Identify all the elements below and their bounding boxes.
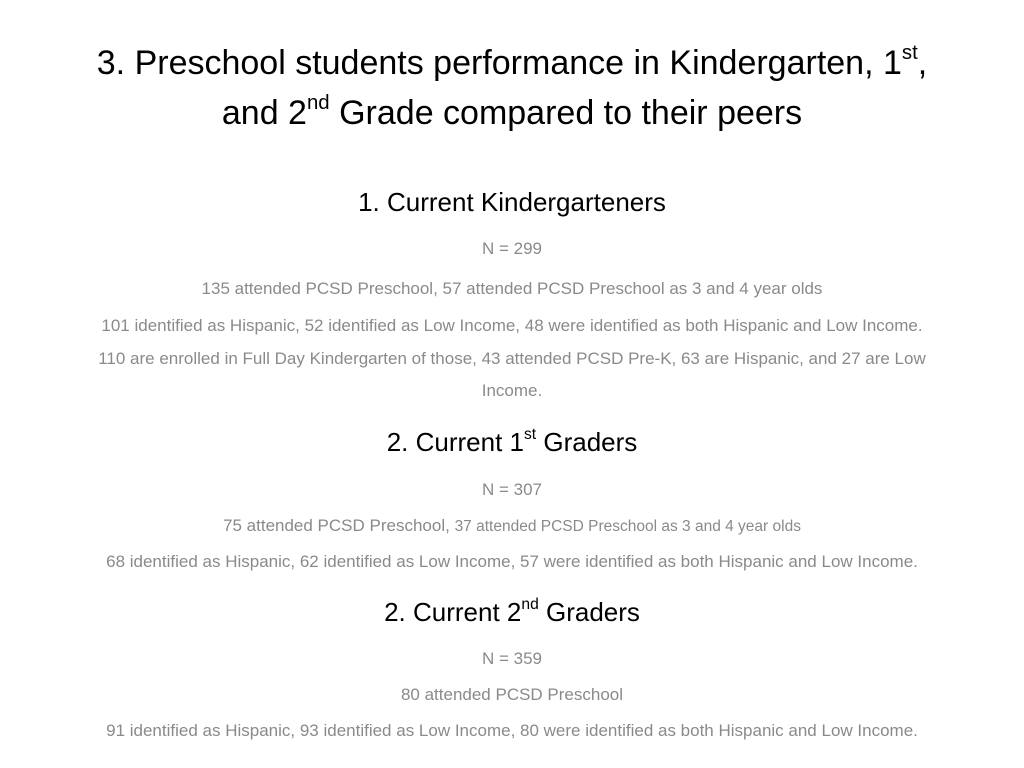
- section-heading-text: 1. Current Kindergarteners: [358, 187, 666, 217]
- section-detail-line: 110 are enrolled in Full Day Kindergarten of those, 43 attended PCSD Pre-K, 63 are Hispanic, and 27 are Low: [98, 349, 926, 368]
- section-heading-text: 2. Current 1: [386, 427, 524, 457]
- section-detail-line: 101 identified as Hispanic, 52 identified as Low Income, 48 were identified as both Hispanic and Low Income.: [101, 316, 923, 335]
- section-detail-line: [0, 513, 1024, 540]
- section-detail-part: 37 attended PCSD Preschool as 3 and 4 year olds: [454, 518, 801, 535]
- section-detail-line: 80 attended PCSD Preschool: [400, 685, 624, 704]
- section-heading-kindergarteners: [0, 186, 1024, 218]
- section-detail-line: 135 attended PCSD Preschool, 57 attended PCSD Preschool as 3 and 4 year olds: [201, 279, 823, 298]
- section-heading-text: Graders: [536, 427, 638, 457]
- section-count: N = 299: [481, 239, 542, 258]
- slide-title: [0, 38, 1024, 138]
- section-heading-first-graders: [0, 426, 1024, 458]
- title-line-1: [0, 38, 1024, 88]
- title-text-part1: 3. Preschool students performance in Kindergarten, 1: [96, 44, 902, 82]
- section-count: N = 307: [481, 480, 542, 499]
- section-detail-line: 68 identified as Hispanic, 62 identified as Low Income, 57 were identified as both Hispanic and Low Income.: [106, 552, 918, 571]
- section-heading-second-graders: [0, 596, 1024, 628]
- section-detail-part: 75 attended PCSD Preschool,: [223, 516, 455, 535]
- section-heading-text: 2. Current 2: [384, 597, 522, 627]
- section-heading-text: Graders: [538, 597, 640, 627]
- title-text-part4: Grade compared to their peers: [329, 94, 803, 132]
- title-text-part2: ,: [917, 44, 928, 82]
- section-detail-line: 91 identified as Hispanic, 93 identified as Low Income, 80 were identified as both Hispanic and Low Income.: [106, 721, 918, 740]
- section-heading-superscript: nd: [521, 596, 539, 614]
- title-superscript-st: st: [901, 41, 918, 64]
- section-count: N = 359: [481, 649, 542, 668]
- title-text-part3: and 2: [221, 94, 307, 132]
- title-line-2: [0, 88, 1024, 138]
- section-detail-line: Income.: [481, 381, 543, 400]
- title-superscript-nd: nd: [306, 91, 330, 114]
- section-heading-superscript: st: [524, 426, 537, 444]
